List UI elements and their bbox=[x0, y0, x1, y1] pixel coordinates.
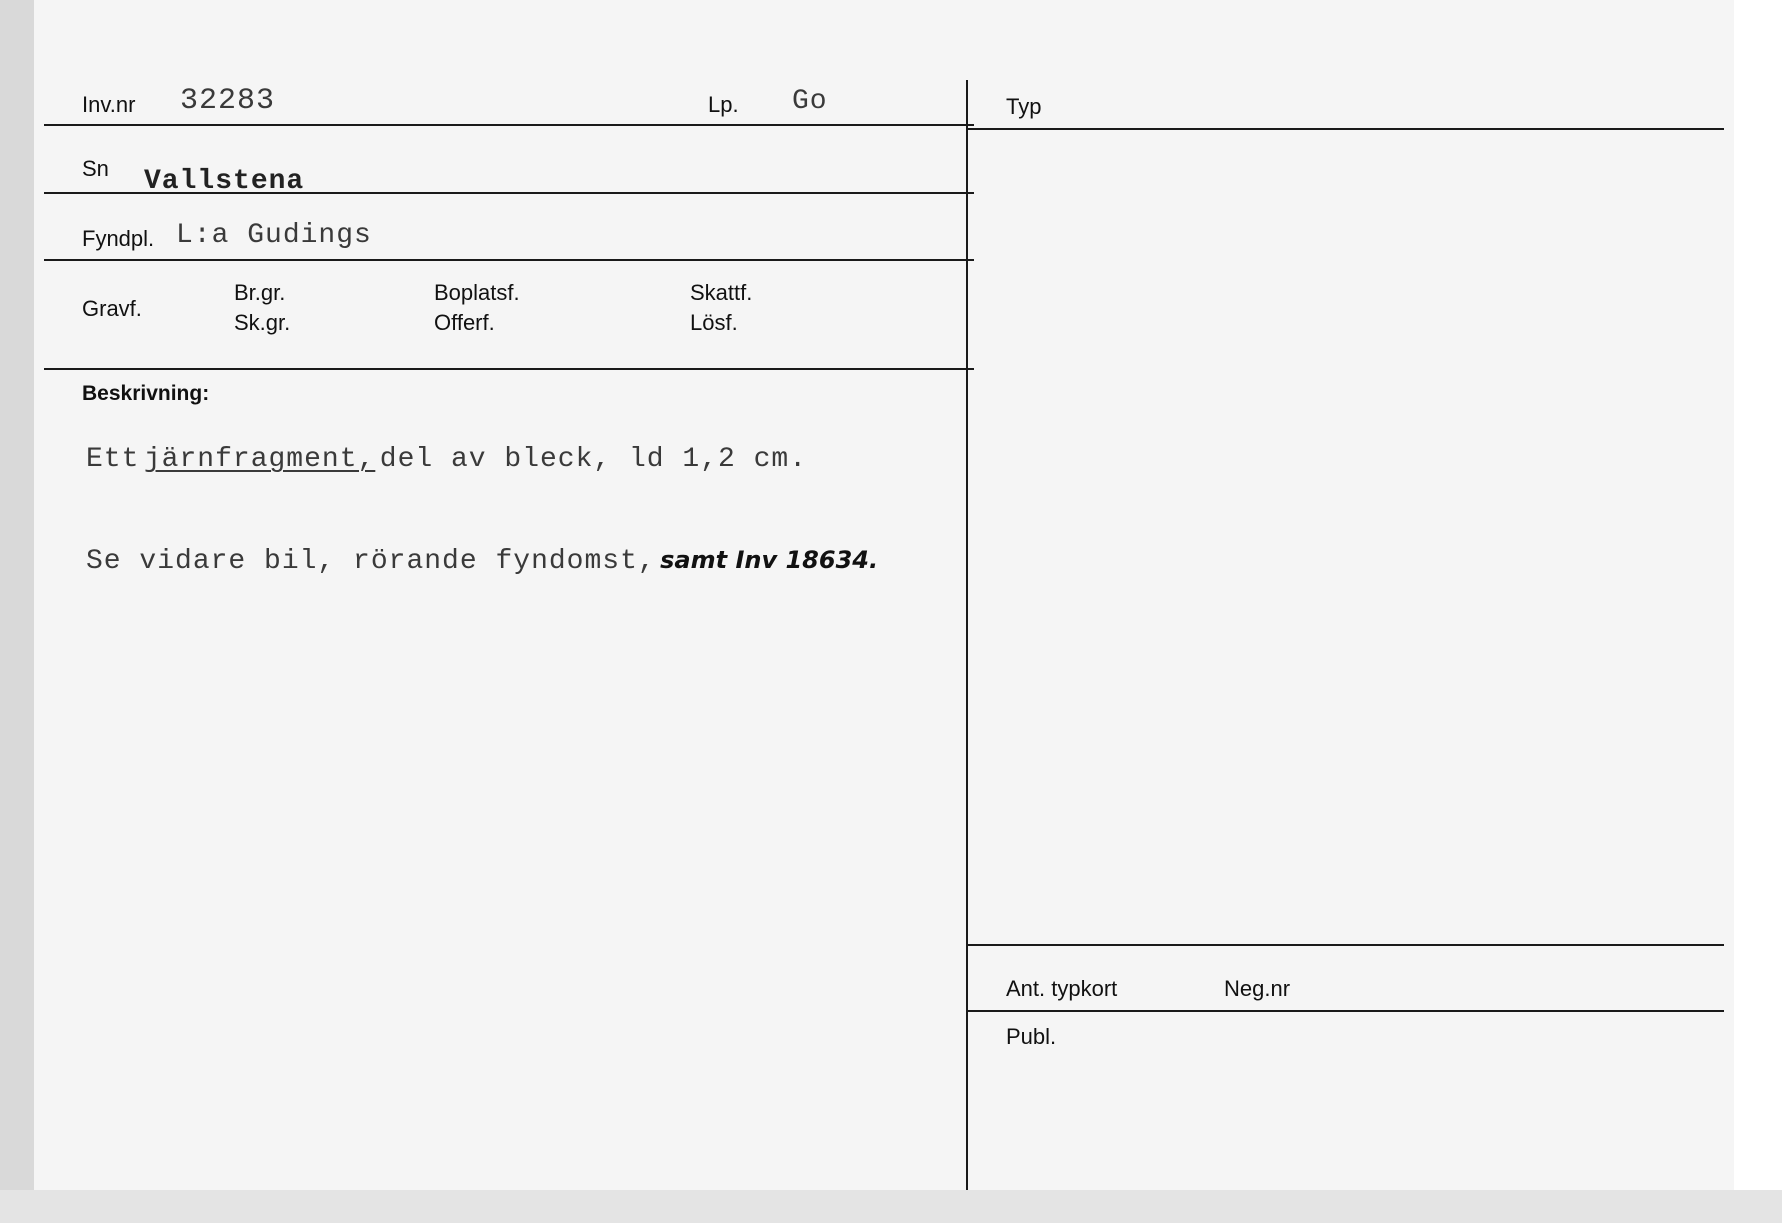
brgr-label: Br.gr. bbox=[234, 280, 286, 305]
rule-fyndpl bbox=[44, 259, 974, 261]
desc-line1-prefix: Ett bbox=[86, 444, 140, 475]
catalog-card bbox=[34, 0, 1734, 1190]
vertical-divider bbox=[966, 80, 968, 1190]
inv-value: 32283 bbox=[180, 84, 276, 118]
offerf-label: Offerf. bbox=[434, 310, 495, 335]
rule-inv bbox=[44, 124, 974, 126]
scan-margin-right bbox=[1734, 0, 1782, 1223]
losf-label: Lösf. bbox=[690, 310, 738, 335]
sn-value: Vallstena bbox=[144, 166, 305, 197]
rule-categories bbox=[44, 368, 974, 370]
skgr-label: Sk.gr. bbox=[234, 310, 291, 335]
rule-ant-typkort-top bbox=[968, 944, 1724, 946]
skattf-label: Skattf. bbox=[690, 280, 753, 305]
rule-publ-top bbox=[968, 1010, 1724, 1012]
fyndpl-value: L:a Gudings bbox=[176, 220, 372, 251]
rule-typ bbox=[968, 128, 1724, 130]
desc-line2-handwritten: samt Inv 18634. bbox=[660, 546, 879, 574]
typ-label: Typ bbox=[1006, 94, 1042, 119]
description-line-1 bbox=[86, 444, 807, 475]
inv-label: Inv.nr bbox=[82, 92, 136, 117]
scan-margin-bottom bbox=[0, 1190, 1782, 1223]
ant-typkort-label: Ant. typkort bbox=[1006, 976, 1118, 1001]
desc-line1-underlined: järnfragment, bbox=[143, 444, 376, 475]
boplatsf-label: Boplatsf. bbox=[434, 280, 520, 305]
sn-label: Sn bbox=[82, 156, 109, 181]
gravf-label: Gravf. bbox=[82, 296, 142, 321]
lp-label: Lp. bbox=[708, 92, 739, 117]
description-line-2 bbox=[86, 546, 878, 577]
negnr-label: Neg.nr bbox=[1224, 976, 1291, 1001]
fyndpl-label: Fyndpl. bbox=[82, 226, 155, 251]
publ-label: Publ. bbox=[1006, 1024, 1057, 1049]
desc-line1-rest: del av bleck, ld 1,2 cm. bbox=[379, 444, 808, 475]
beskrivning-label: Beskrivning: bbox=[82, 382, 210, 405]
desc-line2-typed: Se vidare bil, rörande fyndomst, bbox=[86, 546, 656, 577]
lp-value: Go bbox=[792, 86, 828, 117]
